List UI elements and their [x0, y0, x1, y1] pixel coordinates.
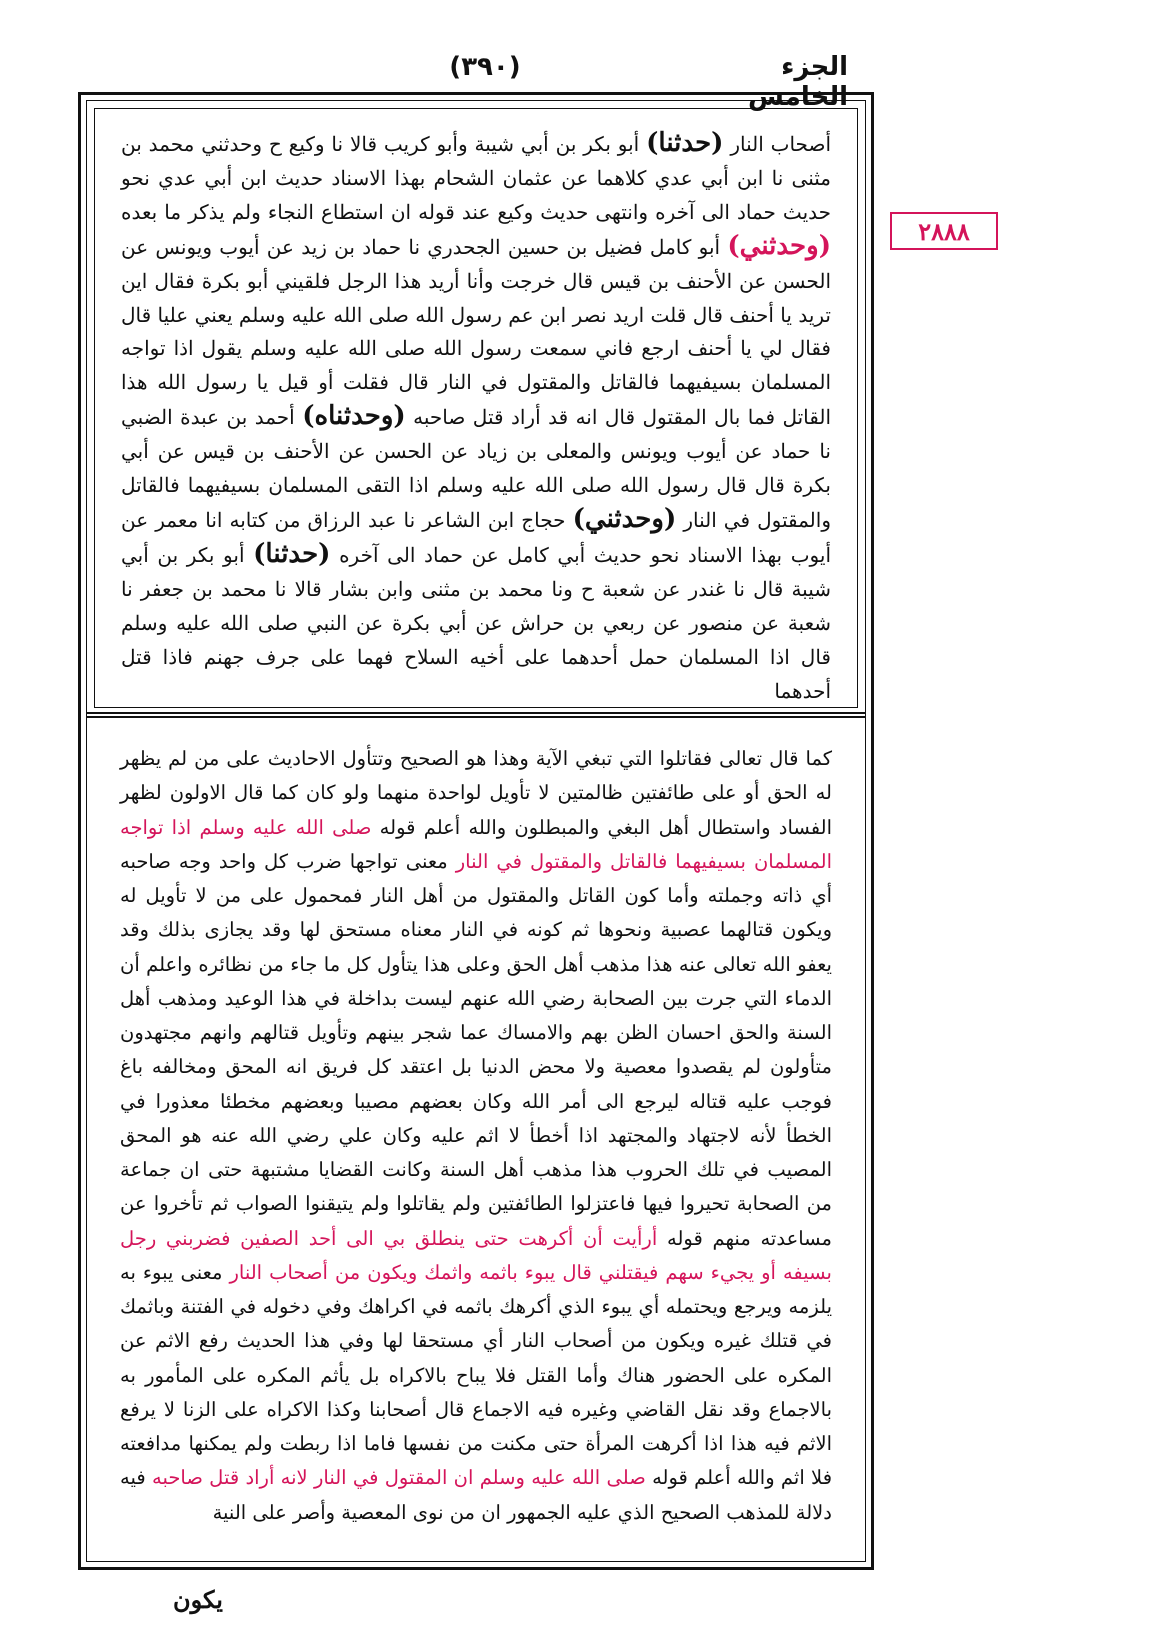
volume-title: الجزء الخامس [747, 52, 848, 112]
commentary-text [120, 742, 832, 1530]
narration-text: أبو كامل فضيل بن حسين الجحدري نا حماد بن زيد عن أيوب ويونس عن الحسن عن الأحنف بن قيس قال خرجت وأنا أريد هذا الرجل فلقيني أبو بكرة فقال اين تريد يا أحنف قال قلت اريد نصر ابن عم رسول الله صلى الله عليه وسلم يعني عليا قال فقال لي يا أحنف ارجع فاني سمعت رسول الله صلى الله عليه وسلم يقول اذا تواجه المسلمان بسيفيهما فالقاتل والمقتول في النار قال فقلت أو قيل يا رسول الله هذا القاتل فما بال المقتول قال انه قد أراد قتل صاحبه [121, 234, 832, 430]
hadith-panel [94, 108, 858, 708]
narration-text: أبو بكر بن أبي شيبة وأبو كريب قالا نا وكيع ح وحدثني محمد بن مثنى نا ابن أبي عدي كلاهما عن عثمان الشحام بهذا الاسناد حديث ابن أبي عدي نحو حديث حماد الى آخره وانتهى حديث وكيع عند قوله ان استطاع النجاء ولم يذكر ما بعده [121, 132, 831, 224]
commentary-panel [94, 724, 858, 1562]
opening-text: أصحاب النار [730, 132, 831, 156]
commentary-segment: معنى تواجها ضرب كل واحد وجه صاحبه أي ذاته وجملته وأما كون القاتل والمقتول من أهل النار فمحمول على من لا تأويل له ويكون قتالهما عصبية ونحوها ثم كونه في النار معناه مستحق لها وقد يجازى بذلك وقد يعفو الله تعالى عنه هذا مذهب أهل الحق وعلى هذا يتأول كل ما جاء من نظائره واعلم أن الدماء التي جرت بين الصحابة رضي الله عنهم ليست بداخلة في هذا الوعيد ومذهب أهل السنة والحق احسان الظن بهم والامساك عما شجر بينهم وتأويل قتالهم وانهم مجتهدون متأولون لم يقصدوا معصية ولا محض الدنيا بل اعتقد كل فريق انه المحق ومخالفه باغ فوجب عليه قتاله ليرجع الى أمر الله وكان بعضهم مصيبا وبعضهم مخطئا معذورا في الخطأ لأنه لاجتهاد والمجتهد اذا أخطأ لا اثم عليه وكان علي رضي الله عنه هو المحق المصيب في تلك الحروب هذا مذهب أهل السنة وكانت القضايا مشتبهة حتى ان جماعة من الصحابة تحيروا فيها فاعتزلوا الطائفتين ولم يقاتلوا ولم يتيقنوا الصواب ثم تأخروا عن مساعدته منهم قوله [120, 849, 832, 1250]
highlighted-quote: أرأيت أن أكرهت حتى ينطلق بي الى أحد الصفين فضربني رجل بسيفه أو يجيء سهم فيقتلني قال يبوء باثمه واثمك ويكون من أصحاب النار [120, 1226, 832, 1284]
narration-marker: (وحدثني) [572, 503, 677, 534]
catchword: يكون [173, 1585, 223, 1614]
narration-text: حجاج ابن الشاعر نا عبد الرزاق من كتابه انا معمر عن أيوب بهذا الاسناد نحو حديث أبي كامل عن حماد الى آخره [121, 507, 831, 567]
narration-marker: (وحدثني) [727, 230, 831, 261]
hadith-text [121, 127, 831, 708]
narration-marker: (وحدثناه) [302, 401, 406, 432]
narration-marker: (حدثنا) [646, 128, 724, 158]
highlighted-quote: صلى الله عليه وسلم ان المقتول في النار لانه أراد قتل صاحبه [151, 1466, 646, 1490]
hadith-number-badge: ٢٨٨٨ [890, 212, 998, 250]
commentary-segment: فيه دلالة للمذهب الصحيح الذي عليه الجمهور ان من نوى المعصية وأصر على النية [120, 1466, 832, 1524]
highlighted-quote: صلى الله عليه وسلم اذا تواجه المسلمان بسيفيهما فالقاتل والمقتول في النار [120, 815, 832, 873]
page-number: (٣٩٠) [449, 52, 521, 82]
commentary-segment: معنى يبوء به يلزمه ويرجع ويحتمله أي يبوء الذي أكرهك باثمه في اكراهك وفي دخوله في الفتنة وباثمك في قتلك غيره ويكون من أصحاب النار أي مستحقا لها وفي هذا الحديث رفع الاثم عن المكره على الحضور هناك وأما القتل فلا يباح بالاكراه بل يأثم المكره على المأمور به بالاجماع وقد نقل القاضي وغيره فيه الاجماع قال أصحابنا وكذا الاكراه على الزنا لا يرفع الاثم فيه هذا اذا أكرهت المرأة حتى مكنت من نفسها فاما اذا ربطت ولم يمكنها مدافعته فلا اثم والله أعلم قوله [120, 1260, 833, 1490]
narration-text: أحمد بن عبدة الضبي نا حماد عن أيوب ويونس والمعلى بن زياد عن الحسن عن الأحنف بن قيس عن أبي بكرة قال قال رسول الله صلى الله عليه وسلم اذا التقى المسلمان بسيفيهما فالقاتل والمقتول في النار [121, 405, 831, 532]
section-divider [86, 712, 866, 718]
narration-marker: (حدثنا) [253, 538, 331, 569]
commentary-segment: كما قال تعالى فقاتلوا التي تبغي الآية وهذا هو الصحيح وتتأول الاحاديث على من لم يظهر له الحق أو على طائفتين ظالمتين لا تأويل لواحدة منهما ولو كان كما قال الاولون لظهر الفساد واستطال أهل البغي والمبطلون والله أعلم قوله [120, 747, 833, 839]
narration-text: أبو بكر بن أبي شيبة قال نا غندر عن شعبة ح ونا محمد بن مثنى وابن بشار قالا نا محمد بن جعفر نا شعبة عن منصور عن ربعي بن حراش عن أبي بكرة عن النبي صلى الله عليه وسلم قال اذا المسلمان حمل أحدهما على أخيه السلاح فهما على جرف جهنم فاذا قتل أحدهما [121, 542, 831, 703]
